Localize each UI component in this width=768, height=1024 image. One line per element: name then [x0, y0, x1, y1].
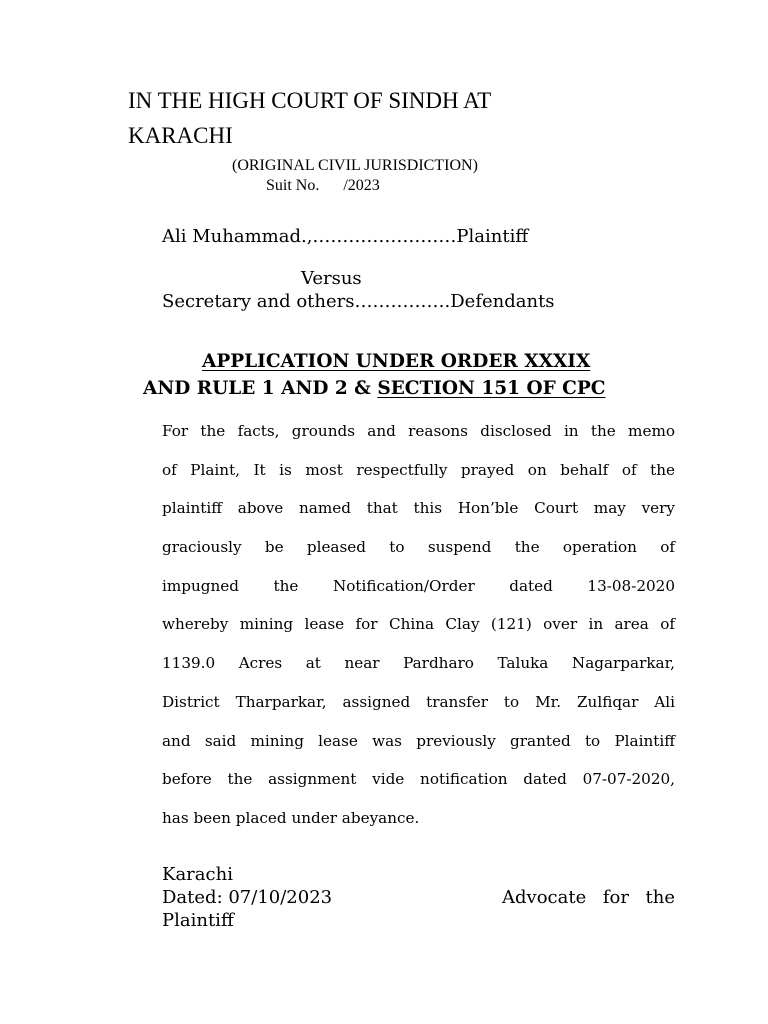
paragraph-line: For the facts, grounds and reasons disclosed in the memo: [162, 422, 675, 440]
application-title-line-2-part-2: SECTION 151 OF CPC: [377, 378, 606, 399]
paragraph-line: and said mining lease was previously granted to Plaintiff: [162, 731, 675, 750]
date-line: Dated: 07/10/2023: [162, 887, 333, 908]
paragraph-line: has been placed under abeyance.: [162, 808, 420, 827]
application-title-line-1-text: APPLICATION UNDER ORDER XXXIX: [202, 351, 591, 372]
versus-label: Versus: [301, 268, 362, 289]
court-heading-line-1: IN THE HIGH COURT OF SINDH AT: [128, 88, 492, 113]
paragraph-line: impugned the Notification/Order dated 13-08-2020: [162, 576, 675, 595]
suit-number: Suit No. /2023: [266, 177, 380, 194]
paragraph-line: District Tharparkar, assigned transfer to Mr. Zulfiqar Ali: [162, 692, 675, 711]
jurisdiction-label: (ORIGINAL CIVIL JURISDICTION): [232, 157, 478, 174]
defendants-line: Secretary and others…………….Defendants: [162, 291, 555, 312]
court-heading-line-2: KARACHI: [128, 123, 233, 148]
plaintiff-line: Ali Muhammad.,……………………Plaintiff: [162, 226, 529, 247]
paragraph-line: graciously be pleased to suspend the operation of: [162, 538, 675, 557]
application-title-line-2-part-1: AND RULE 1 AND 2 &: [143, 378, 378, 399]
prayer-paragraph: [162, 420, 675, 846]
paragraph-line: plaintiff above named that this Hon’ble Court may very: [162, 499, 675, 518]
place-label: Karachi: [162, 864, 233, 885]
paragraph-line: before the assignment vide notification dated 07-07-2020,: [162, 770, 675, 789]
application-title-line-1: [202, 351, 590, 373]
advocate-label: Advocate for the: [502, 887, 675, 908]
paragraph-line: 1139.0 Acres at near Pardharo Taluka Nagarparkar,: [162, 654, 675, 673]
paragraph-line: of Plaint, It is most respectfully prayed on behalf of the: [162, 460, 675, 479]
application-title-line-2: [143, 378, 606, 400]
advocate-for-plaintiff-label: Plaintiff: [162, 910, 234, 931]
paragraph-line: whereby mining lease for China Clay (121) over in area of: [162, 615, 675, 634]
